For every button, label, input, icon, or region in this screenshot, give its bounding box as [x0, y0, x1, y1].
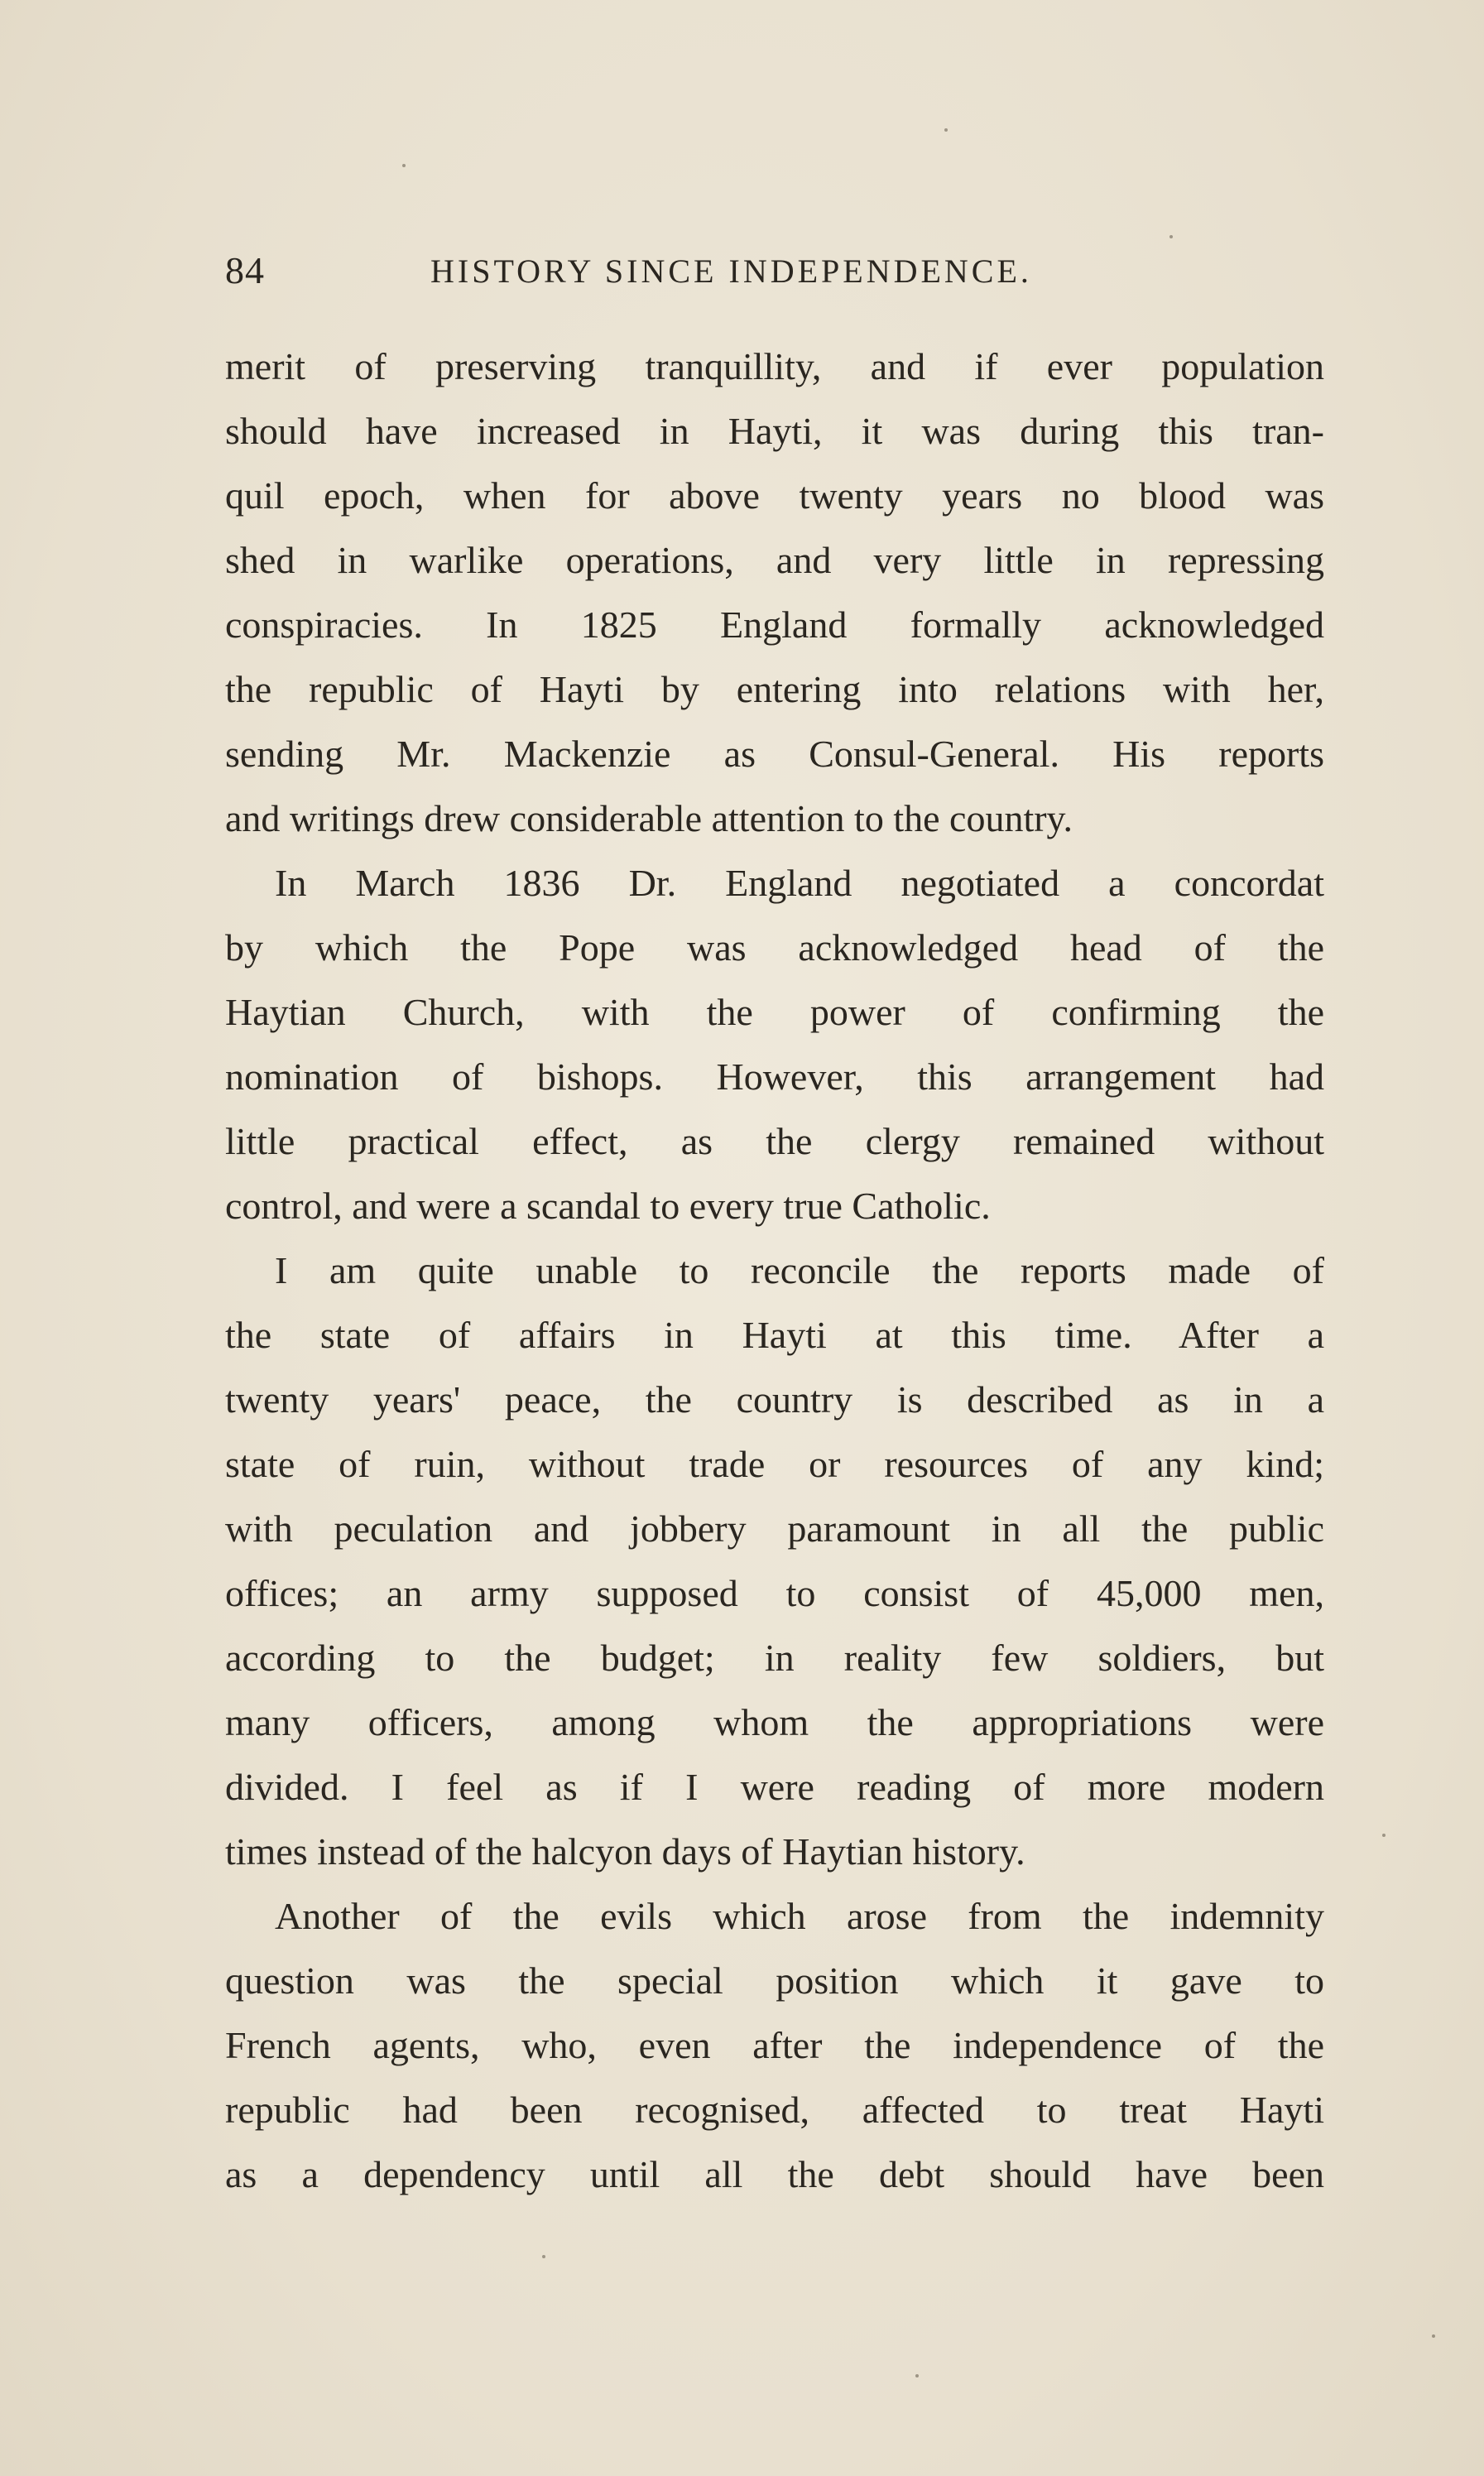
text-line: twenty years' peace, the country is described as in a: [225, 1378, 1324, 1421]
text-line: according to the budget; in reality few soldiers, but: [225, 1637, 1324, 1679]
text-line: Haytian Church, with the power of confirming the: [225, 991, 1324, 1033]
text-line: the state of affairs in Hayti at this time. After a: [225, 1314, 1324, 1356]
text-line: quil epoch, when for above twenty years no blood was: [225, 474, 1324, 517]
page-header: [225, 248, 1326, 298]
paper-speck: [915, 2374, 919, 2377]
paper-speck: [1169, 235, 1173, 238]
text-line: merit of preserving tranquillity, and if ever population: [225, 345, 1324, 387]
paper-speck: [402, 164, 406, 167]
text-line: with peculation and jobbery paramount in all the public: [225, 1507, 1324, 1550]
text-line: In March 1836 Dr. England negotiated a concordat: [275, 862, 1324, 904]
text-line: shed in warlike operations, and very little in repressing: [225, 539, 1324, 581]
paper-speck: [542, 2255, 545, 2258]
text-line: conspiracies. In 1825 England formally acknowledged: [225, 603, 1324, 646]
paper-speck: [1382, 1834, 1386, 1837]
text-line: divided. I feel as if I were reading of more modern: [225, 1766, 1324, 1808]
running-head: HISTORY SINCE INDEPENDENCE.: [430, 252, 1032, 290]
paper-speck: [944, 128, 948, 132]
text-line: offices; an army supposed to consist of 45,000 men,: [225, 1572, 1324, 1614]
text-line: sending Mr. Mackenzie as Consul-General. His reports: [225, 733, 1324, 775]
text-line: I am quite unable to reconcile the reports made of: [275, 1249, 1324, 1291]
text-line: and writings drew considerable attention to the country.: [225, 797, 1073, 839]
page-number: 84: [225, 249, 265, 291]
body-text: [225, 334, 1324, 2207]
text-line: as a dependency until all the debt should have been: [225, 2153, 1324, 2195]
text-line: times instead of the halcyon days of Haytian history.: [225, 1830, 1025, 1873]
text-line: by which the Pope was acknowledged head of the: [225, 926, 1324, 969]
text-line: question was the special position which it gave to: [225, 1959, 1324, 2002]
text-line: control, and were a scandal to every true Catholic.: [225, 1185, 991, 1227]
text-line: should have increased in Hayti, it was during this tran-: [225, 410, 1324, 452]
text-line: French agents, who, even after the independence of the: [225, 2024, 1324, 2066]
text-line: little practical effect, as the clergy remained without: [225, 1120, 1324, 1162]
text-line: nomination of bishops. However, this arrangement had: [225, 1055, 1324, 1098]
text-line: Another of the evils which arose from the indemnity: [275, 1895, 1324, 1937]
text-line: state of ruin, without trade or resources of any kind;: [225, 1443, 1324, 1485]
text-line: many officers, among whom the appropriations were: [225, 1701, 1324, 1743]
text-line: the republic of Hayti by entering into relations with her,: [225, 668, 1324, 710]
paper-speck: [1432, 2334, 1435, 2338]
text-line: republic had been recognised, affected to treat Hayti: [225, 2089, 1324, 2131]
